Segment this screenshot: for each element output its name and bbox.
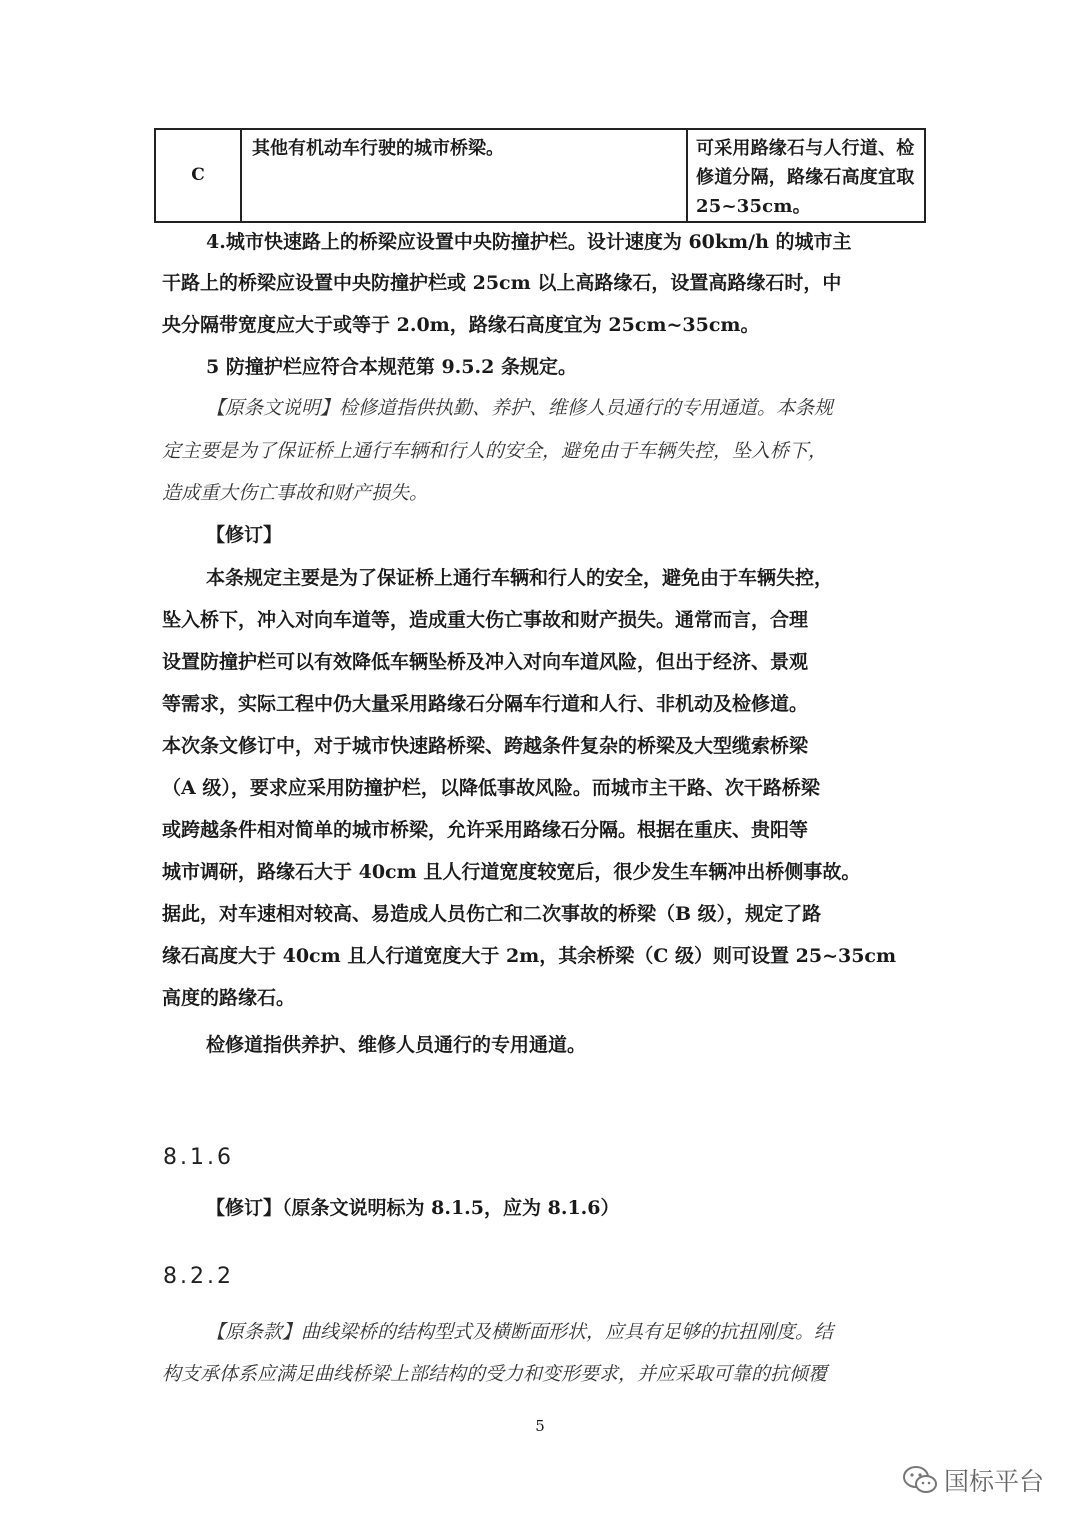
wechat-icon bbox=[902, 1465, 938, 1495]
section-816-text: 【修订】（原条文说明标为 8.1.5，应为 8.1.6） bbox=[206, 1197, 620, 1219]
section-number: 8.2.2 bbox=[163, 1264, 234, 1289]
revision-line: 缘石高度大于 40cm 且人行道宽度大于 2m，其余桥梁（C 级）则可设置 25~35cm bbox=[162, 945, 897, 967]
revision-line: 等需求，实际工程中仍大量采用路缘石分隔车行道和人行、非机动及检修道。 bbox=[162, 693, 809, 715]
revision-line: 设置防撞护栏可以有效降低车辆坠桥及冲入对向车道风险，但出于经济、景观 bbox=[162, 651, 809, 673]
clause5-text: 5 防撞护栏应符合本规范第 9.5.2 条规定。 bbox=[206, 356, 577, 378]
clause4-line: 干路上的桥梁应设置中央防撞护栏或 25cm 以上高路缘石，设置高路缘石时，中 bbox=[162, 272, 842, 294]
section-822-line: 构支承体系应满足曲线桥梁上部结构的受力和变形要求，并应采取可靠的抗倾覆 bbox=[162, 1363, 828, 1385]
revision-line: 坠入桥下，冲入对向车道等，造成重大伤亡事故和财产损失。通常而言，合理 bbox=[162, 609, 809, 631]
revision-line: 本次条文修订中，对于城市快速路桥梁、跨越条件复杂的桥梁及大型缆索桥梁 bbox=[162, 735, 809, 757]
original-note-line: 造成重大伤亡事故和财产损失。 bbox=[162, 482, 429, 504]
table-row bbox=[155, 129, 925, 222]
revision-line: 城市调研，路缘石大于 40cm 且人行道宽度较宽后，很少发生车辆冲出桥侧事故。 bbox=[162, 861, 861, 883]
spec-table bbox=[154, 128, 926, 223]
table-cell-grade: C bbox=[155, 129, 241, 222]
clause4-line: 央分隔带宽度应大于或等于 2.0m，路缘石高度宜为 25cm~35cm。 bbox=[162, 314, 760, 336]
revision-line: 据此，对车速相对较高、易造成人员伤亡和二次事故的桥梁（B 级），规定了路 bbox=[162, 903, 822, 925]
revision-heading: 【修订】 bbox=[206, 524, 283, 546]
revision-line: 或跨越条件相对简单的城市桥梁，允许采用路缘石分隔。根据在重庆、贵阳等 bbox=[162, 819, 809, 841]
table-cell-requirement bbox=[687, 129, 925, 222]
watermark-text: 国标平台 bbox=[944, 1467, 1045, 1496]
section-number: 8.1.6 bbox=[163, 1145, 234, 1170]
original-note-line: 【原条文说明】检修道指供执勤、养护、维修人员通行的专用通道。本条规 bbox=[206, 397, 834, 419]
requirement-line: 25~35cm。 bbox=[696, 196, 811, 217]
watermark bbox=[902, 1462, 1044, 1498]
table-cell-description: 其他有机动车行驶的城市桥梁。 bbox=[241, 129, 687, 222]
requirement-line: 修道分隔，路缘石高度宜取 bbox=[696, 167, 915, 188]
page-number: 5 bbox=[535, 1417, 545, 1435]
revision-line: 高度的路缘石。 bbox=[162, 987, 296, 1009]
revision-line: 本条规定主要是为了保证桥上通行车辆和行人的安全，避免由于车辆失控， bbox=[206, 567, 834, 589]
clause4-line: 4.城市快速路上的桥梁应设置中央防撞护栏。设计速度为 60km/h 的城市主 bbox=[206, 231, 852, 253]
revision-line: （A 级），要求应采用防撞护栏，以降低事故风险。而城市主干路、次干路桥梁 bbox=[162, 777, 820, 799]
inspection-note: 检修道指供养护、维修人员通行的专用通道。 bbox=[206, 1034, 587, 1056]
original-note-line: 定主要是为了保证桥上通行车辆和行人的安全，避免由于车辆失控，坠入桥下， bbox=[162, 440, 828, 462]
requirement-line: 可采用路缘石与人行道、检 bbox=[696, 138, 915, 159]
section-822-line: 【原条款】曲线梁桥的结构型式及横断面形状，应具有足够的抗扭刚度。结 bbox=[206, 1321, 834, 1343]
